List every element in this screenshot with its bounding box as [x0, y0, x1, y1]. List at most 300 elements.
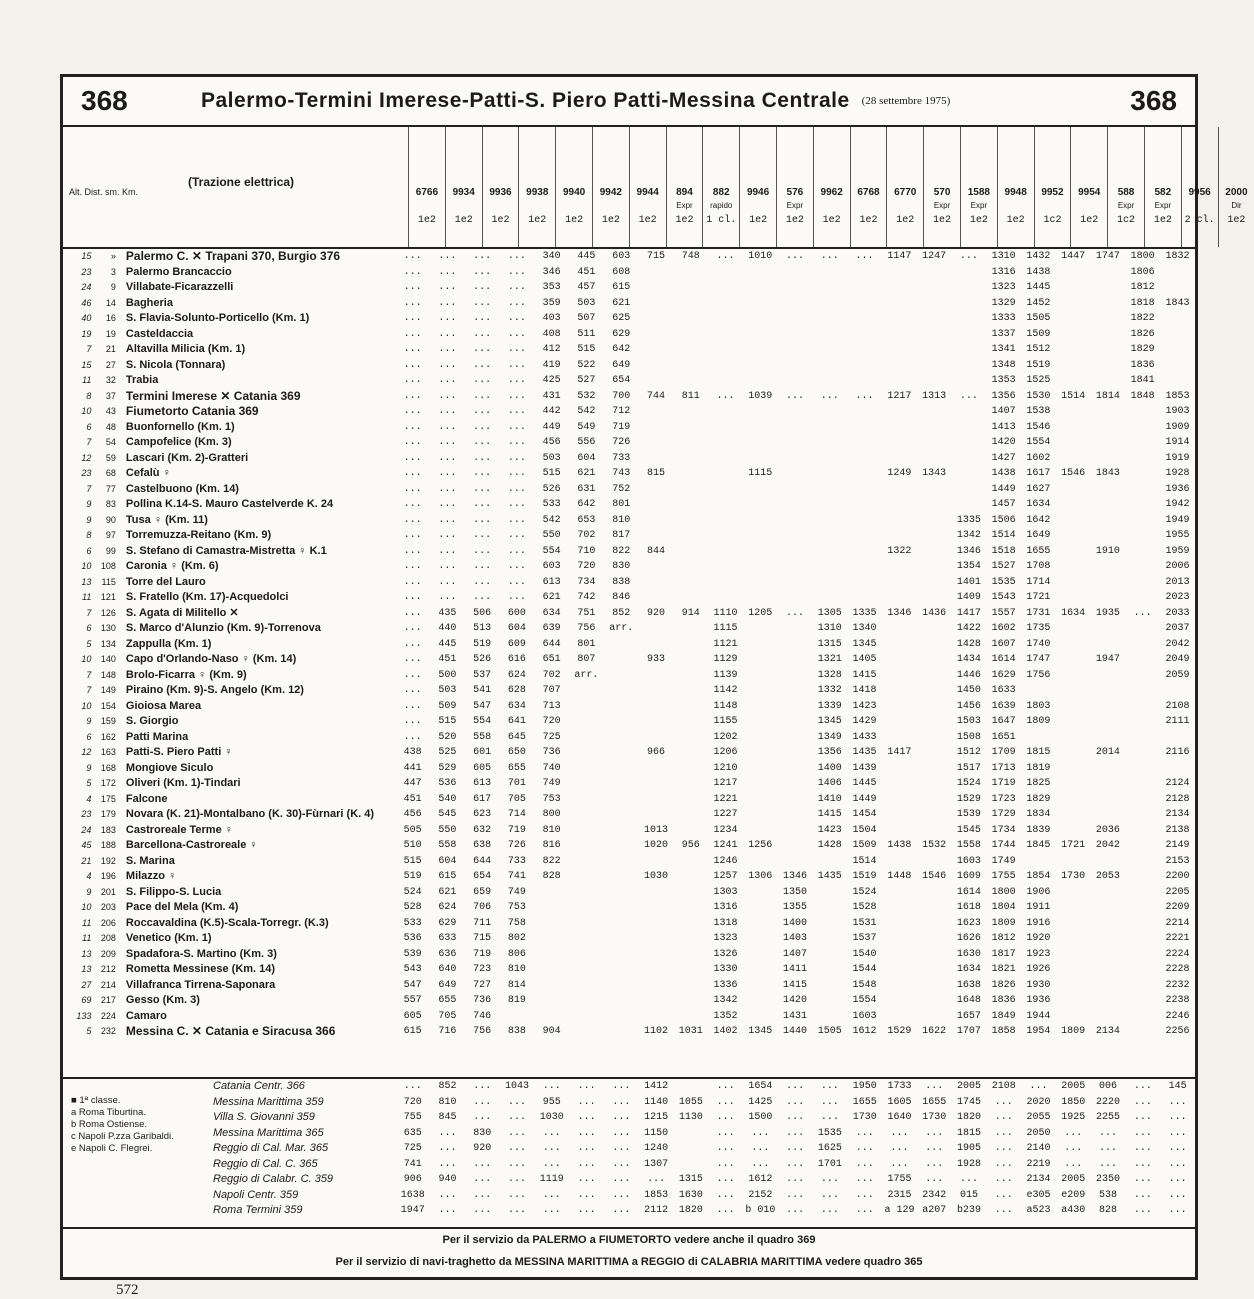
arrival-time: 1947 [400, 1205, 425, 1216]
departure-time [1021, 683, 1056, 699]
departure-time [1125, 962, 1160, 978]
departure-time: ... [438, 282, 457, 293]
departure-time: 1434 [956, 654, 981, 665]
departure-time [847, 482, 882, 498]
departure-time [882, 714, 917, 730]
station-row [63, 668, 1195, 684]
departure-time [778, 420, 813, 436]
departure-time: 1543 [991, 592, 1016, 603]
departure-time [708, 265, 743, 281]
train-class: 1e2 [822, 215, 841, 226]
arrival-time: 1150 [644, 1127, 669, 1139]
departure-time: 403 [542, 313, 561, 324]
departure-time [882, 327, 917, 343]
departure-time [1125, 699, 1160, 715]
departure-time [1125, 792, 1160, 808]
departure-time [1056, 792, 1091, 808]
departure-time: 1512 [956, 747, 981, 758]
departure-time: ... [403, 716, 422, 727]
departure-time: 1655 [1026, 545, 1051, 557]
departure-time: 525 [438, 747, 457, 758]
departure-time [1091, 280, 1126, 296]
departure-time [708, 420, 743, 436]
train-column-header [776, 127, 813, 247]
departure-time: 701 [507, 778, 526, 789]
departure-time: ... [507, 468, 526, 479]
station-name: Tusa ♀ (Km. 11) [125, 513, 208, 526]
departure-time: 642 [612, 344, 631, 355]
station-name: Rometta Messinese (Km. 14) [125, 963, 276, 975]
departure-time: ... [473, 375, 492, 386]
departure-time [673, 730, 708, 746]
departure-time: ... [403, 437, 422, 448]
train-class: 1e2 [859, 215, 878, 226]
departure-time [847, 373, 882, 389]
timetable-frame [60, 74, 1248, 1280]
departure-time [1160, 265, 1195, 281]
station-name: Milazzo ♀ [125, 870, 177, 882]
departure-time: 1804 [991, 902, 1016, 913]
departure-time: ... [507, 359, 526, 371]
departure-time [1056, 683, 1091, 699]
train-column-header [445, 127, 482, 247]
departure-time [639, 420, 674, 436]
departure-time [1091, 916, 1126, 932]
station-altitude: 7 [86, 483, 92, 494]
departure-time [951, 327, 986, 343]
departure-time: 1849 [991, 1010, 1016, 1022]
departure-time [1125, 513, 1160, 529]
departure-time [673, 807, 708, 823]
station-name: Campofelice (Km. 3) [125, 436, 232, 448]
train-column-header [592, 127, 629, 247]
departure-time: ... [438, 499, 457, 510]
departure-time: 1354 [956, 561, 981, 572]
connection-destination: Reggio di Cal. Mar. 365 [213, 1142, 329, 1154]
station-altitude: 133 [76, 1010, 92, 1021]
departure-time [1125, 838, 1160, 854]
departure-time: ... [403, 266, 422, 278]
departure-time: 1707 [956, 1026, 981, 1037]
arrival-time: ... [925, 1158, 944, 1170]
departure-time [917, 916, 952, 932]
departure-time: 1730 [1061, 871, 1086, 882]
arrival-time: ... [508, 1205, 527, 1216]
departure-time: 743 [612, 468, 631, 479]
departure-time: 1634 [1061, 607, 1086, 619]
station-altitude: 9 [86, 886, 92, 897]
departure-time: 604 [577, 452, 596, 464]
departure-time [673, 900, 708, 916]
departure-time: 811 [681, 390, 700, 402]
departure-time: 505 [403, 824, 422, 836]
departure-time: 1333 [991, 313, 1016, 324]
departure-time [1125, 544, 1160, 560]
departure-time: 1020 [643, 840, 668, 851]
station-name: S. Giorgio [125, 715, 179, 727]
departure-time: ... [507, 561, 526, 572]
departure-time [1125, 404, 1160, 420]
departure-time: 1326 [713, 948, 738, 960]
departure-time: 1944 [1026, 1010, 1051, 1022]
departure-time [1021, 854, 1056, 870]
arrival-time: ... [994, 1127, 1013, 1139]
departure-time [778, 807, 813, 823]
departure-time [882, 296, 917, 312]
station-altitude: 23 [81, 468, 92, 478]
departure-time [1160, 311, 1195, 327]
departure-time: ... [438, 297, 457, 309]
departure-time: 1234 [713, 824, 738, 836]
departure-time: 533 [403, 917, 422, 929]
departure-time: 1420 [991, 437, 1016, 448]
departure-time: 1519 [1026, 359, 1051, 371]
departure-time: ... [473, 452, 492, 464]
departure-time: 1626 [956, 933, 981, 944]
departure-time [743, 854, 778, 870]
departure-time: 2256 [1165, 1026, 1190, 1037]
departure-time [1091, 1009, 1126, 1025]
departure-time: 1843 [1095, 468, 1120, 479]
departure-time: 510 [403, 840, 422, 851]
station-altitude: 9 [86, 762, 92, 773]
train-column-header [923, 127, 960, 247]
departure-time: 1343 [922, 468, 947, 479]
departure-time: 515 [542, 468, 561, 479]
departure-time: 719 [473, 948, 492, 960]
departure-time [604, 745, 639, 761]
departure-time: 1806 [1130, 266, 1155, 278]
arrival-time: 538 [1099, 1189, 1118, 1201]
departure-time: 1519 [852, 871, 877, 882]
station-altitude: 7 [86, 669, 92, 680]
arrival-time: 2140 [1026, 1143, 1051, 1154]
departure-time [673, 358, 708, 374]
departure-time [951, 311, 986, 327]
departure-time: 810 [507, 964, 526, 975]
departure-time [951, 265, 986, 281]
departure-time [743, 513, 778, 529]
departure-time: 710 [577, 545, 596, 557]
train-class: 1 cl. [706, 215, 737, 226]
departure-time: 526 [473, 654, 492, 665]
departure-time: 1406 [817, 778, 842, 789]
departure-time: 1623 [956, 917, 981, 929]
station-distance: 90 [105, 514, 116, 525]
arrival-time: ... [508, 1174, 527, 1185]
departure-time [917, 637, 952, 653]
departure-time: 1614 [991, 654, 1016, 665]
departure-time [1091, 699, 1126, 715]
departure-time [812, 544, 847, 560]
departure-time: 1744 [991, 840, 1016, 851]
departure-time [639, 528, 674, 544]
departure-time [778, 265, 813, 281]
departure-time [917, 404, 952, 420]
arrival-time: ... [612, 1189, 631, 1201]
arrival-time: ... [1168, 1096, 1187, 1108]
departure-time: 1305 [817, 607, 842, 619]
departure-time: 1914 [1165, 437, 1190, 448]
station-distance: 209 [100, 948, 116, 959]
departure-time: 1819 [1026, 762, 1051, 774]
departure-time [1056, 730, 1091, 746]
departure-time: 1545 [956, 824, 981, 836]
departure-time [1091, 327, 1126, 343]
station-distance: 68 [105, 468, 116, 478]
departure-time [812, 497, 847, 513]
departure-time: ... [403, 731, 422, 743]
departure-time [604, 807, 639, 823]
departure-time [673, 466, 708, 482]
departure-time: ... [473, 514, 492, 526]
departure-time: 1647 [991, 716, 1016, 727]
departure-time [569, 838, 604, 854]
station-row [63, 1024, 1195, 1040]
departure-time [917, 978, 952, 994]
departure-time [812, 513, 847, 529]
departure-time: 541 [473, 685, 492, 696]
departure-time: 621 [542, 592, 561, 603]
departure-time [639, 358, 674, 374]
arrival-time: 145 [1168, 1081, 1187, 1092]
arrival-time: 1820 [956, 1112, 981, 1123]
arrival-time: ... [542, 1143, 561, 1154]
arrival-time: ... [786, 1158, 805, 1170]
departure-time [569, 1024, 604, 1040]
arrival-time: ... [786, 1189, 805, 1201]
departure-time: 1622 [922, 1026, 947, 1037]
station-altitude: 23 [81, 266, 92, 277]
departure-time: 1318 [713, 917, 738, 929]
departure-time: 749 [542, 778, 561, 789]
departure-time [708, 280, 743, 296]
departure-time: 556 [577, 437, 596, 448]
departure-time: 435 [438, 607, 457, 619]
departure-time: ... [403, 297, 422, 309]
departure-time: 1328 [817, 669, 842, 681]
departure-time [1056, 342, 1091, 358]
departure-time [708, 575, 743, 591]
train-headers [408, 127, 1254, 247]
departure-time: 1517 [956, 762, 981, 774]
departure-time: 1558 [956, 840, 981, 851]
connection-row [63, 1126, 1195, 1142]
station-altitude: 5 [86, 1026, 92, 1036]
departure-time [1125, 451, 1160, 467]
departure-time [778, 373, 813, 389]
station-distance: 179 [100, 809, 116, 819]
departure-time [639, 296, 674, 312]
station-name: Torre del Lauro [125, 575, 206, 588]
departure-time [882, 373, 917, 389]
departure-time [639, 575, 674, 591]
departure-time: 1633 [991, 685, 1016, 696]
departure-time [1091, 900, 1126, 916]
departure-time [917, 296, 952, 312]
departure-time [1160, 761, 1195, 777]
departure-time [1125, 466, 1160, 482]
station-name: Novara (K. 21)-Montalbano (K. 30)-Fùrnari (K. 4) [125, 808, 375, 820]
station-row [63, 637, 1195, 653]
departure-time [917, 420, 952, 436]
departure-time [673, 916, 708, 932]
departure-time [917, 745, 952, 761]
departure-time [951, 296, 986, 312]
departure-time [743, 792, 778, 808]
arrival-time: ... [855, 1143, 874, 1154]
station-name: Villabate-Ficarazzelli [125, 281, 234, 293]
departure-time: 529 [438, 762, 457, 774]
arrival-time: 906 [403, 1174, 422, 1185]
departure-time: 1721 [1026, 592, 1051, 603]
departure-time [812, 947, 847, 963]
departure-time: 1524 [956, 778, 981, 789]
departure-time: 830 [612, 561, 631, 572]
departure-time: 1920 [1026, 933, 1051, 944]
departure-time: 1355 [783, 902, 808, 913]
departure-time: 1217 [713, 778, 738, 789]
departure-time [882, 807, 917, 823]
departure-time [673, 776, 708, 792]
arrival-time: 1730 [852, 1112, 877, 1123]
departure-time: 2037 [1165, 623, 1190, 634]
arrival-time: ... [1168, 1189, 1187, 1201]
arrival-time: ... [716, 1096, 735, 1108]
departure-time [708, 404, 743, 420]
departure-time: 1345 [748, 1026, 773, 1037]
station-altitude: 6 [86, 421, 92, 432]
station-distance: 32 [105, 375, 116, 385]
station-row [63, 482, 1195, 498]
departure-time [604, 776, 639, 792]
departure-time: 441 [403, 762, 422, 774]
departure-time: 1719 [991, 778, 1016, 789]
departure-time [1091, 730, 1126, 746]
departure-time: 1256 [748, 840, 773, 851]
departure-time [1160, 327, 1195, 343]
departure-time [951, 342, 986, 358]
departure-time [1091, 637, 1126, 653]
station-distance: 121 [100, 592, 116, 602]
departure-time [812, 373, 847, 389]
departure-time: 542 [577, 406, 596, 417]
departure-time [604, 931, 639, 947]
departure-time: ... [507, 406, 526, 417]
departure-time [778, 699, 813, 715]
arrival-time: 1745 [956, 1096, 981, 1108]
arrival-time: ... [855, 1205, 874, 1216]
arrival-time [673, 1079, 708, 1095]
departure-time [569, 916, 604, 932]
station-row [63, 652, 1195, 668]
departure-time: 2006 [1165, 561, 1190, 572]
departure-time: 1356 [991, 390, 1016, 402]
train-class: 1e2 [1227, 215, 1246, 226]
departure-time: 1420 [783, 995, 808, 1006]
arrival-time: 2350 [1096, 1174, 1121, 1185]
departure-time [743, 730, 778, 746]
legend-item: b Roma Ostiense. [71, 1119, 148, 1130]
departure-time [604, 947, 639, 963]
arrival-time: 1730 [922, 1112, 947, 1123]
departure-time [743, 559, 778, 575]
arrival-time: 2050 [1026, 1127, 1051, 1139]
departure-time: 1356 [817, 747, 842, 758]
departure-time: 1423 [852, 700, 877, 712]
station-name: Fiumetorto Catania 369 [125, 404, 259, 418]
station-row [63, 327, 1195, 343]
departure-time [1056, 761, 1091, 777]
train-number: 9948 [1004, 187, 1027, 198]
train-category: Expr [970, 201, 988, 210]
departure-time [743, 404, 778, 420]
departure-time: 815 [646, 468, 665, 479]
departure-time [951, 482, 986, 498]
departure-time [604, 962, 639, 978]
departure-time [882, 575, 917, 591]
departure-time [778, 513, 813, 529]
departure-time: ... [438, 483, 457, 495]
departure-time: 920 [646, 607, 665, 619]
departure-time [917, 807, 952, 823]
departure-time [951, 435, 986, 451]
station-altitude: 6 [86, 545, 92, 556]
departure-time [812, 265, 847, 281]
departure-time [1091, 404, 1126, 420]
departure-time [917, 311, 952, 327]
departure-time [882, 931, 917, 947]
departure-time [1125, 869, 1160, 885]
departure-time [743, 575, 778, 591]
departure-time: 844 [646, 545, 665, 557]
departure-time: 1612 [852, 1026, 877, 1037]
departure-time [639, 947, 674, 963]
departure-time: ... [716, 390, 735, 402]
departure-time: 1935 [1095, 607, 1120, 619]
departure-time [812, 978, 847, 994]
departure-time: 1818 [1130, 297, 1155, 309]
train-number: 9954 [1078, 187, 1101, 198]
departure-time: 649 [438, 979, 457, 991]
arrival-time: 2152 [748, 1189, 773, 1201]
departure-time: 1346 [783, 871, 808, 882]
departure-time: 2246 [1165, 1010, 1190, 1022]
departure-time: ... [473, 421, 492, 433]
departure-time [778, 621, 813, 637]
departure-time [569, 931, 604, 947]
departure-time: 1524 [852, 886, 877, 898]
departure-time: 1858 [991, 1026, 1016, 1037]
departure-time [882, 668, 917, 684]
departure-time: 1826 [1130, 328, 1155, 340]
station-row [63, 730, 1195, 746]
departure-time: ... [403, 514, 422, 526]
departure-time [847, 466, 882, 482]
departure-time [673, 265, 708, 281]
arrival-time: ... [403, 1081, 422, 1092]
arrival-time: 1315 [678, 1174, 703, 1185]
departure-time [673, 311, 708, 327]
station-altitude: 10 [81, 406, 92, 416]
departure-time [882, 637, 917, 653]
departure-time: 542 [542, 514, 561, 526]
departure-time: ... [403, 499, 422, 510]
departure-time [812, 854, 847, 870]
departure-time [1125, 854, 1160, 870]
departure-time: 1217 [887, 390, 912, 402]
station-row [63, 513, 1195, 529]
